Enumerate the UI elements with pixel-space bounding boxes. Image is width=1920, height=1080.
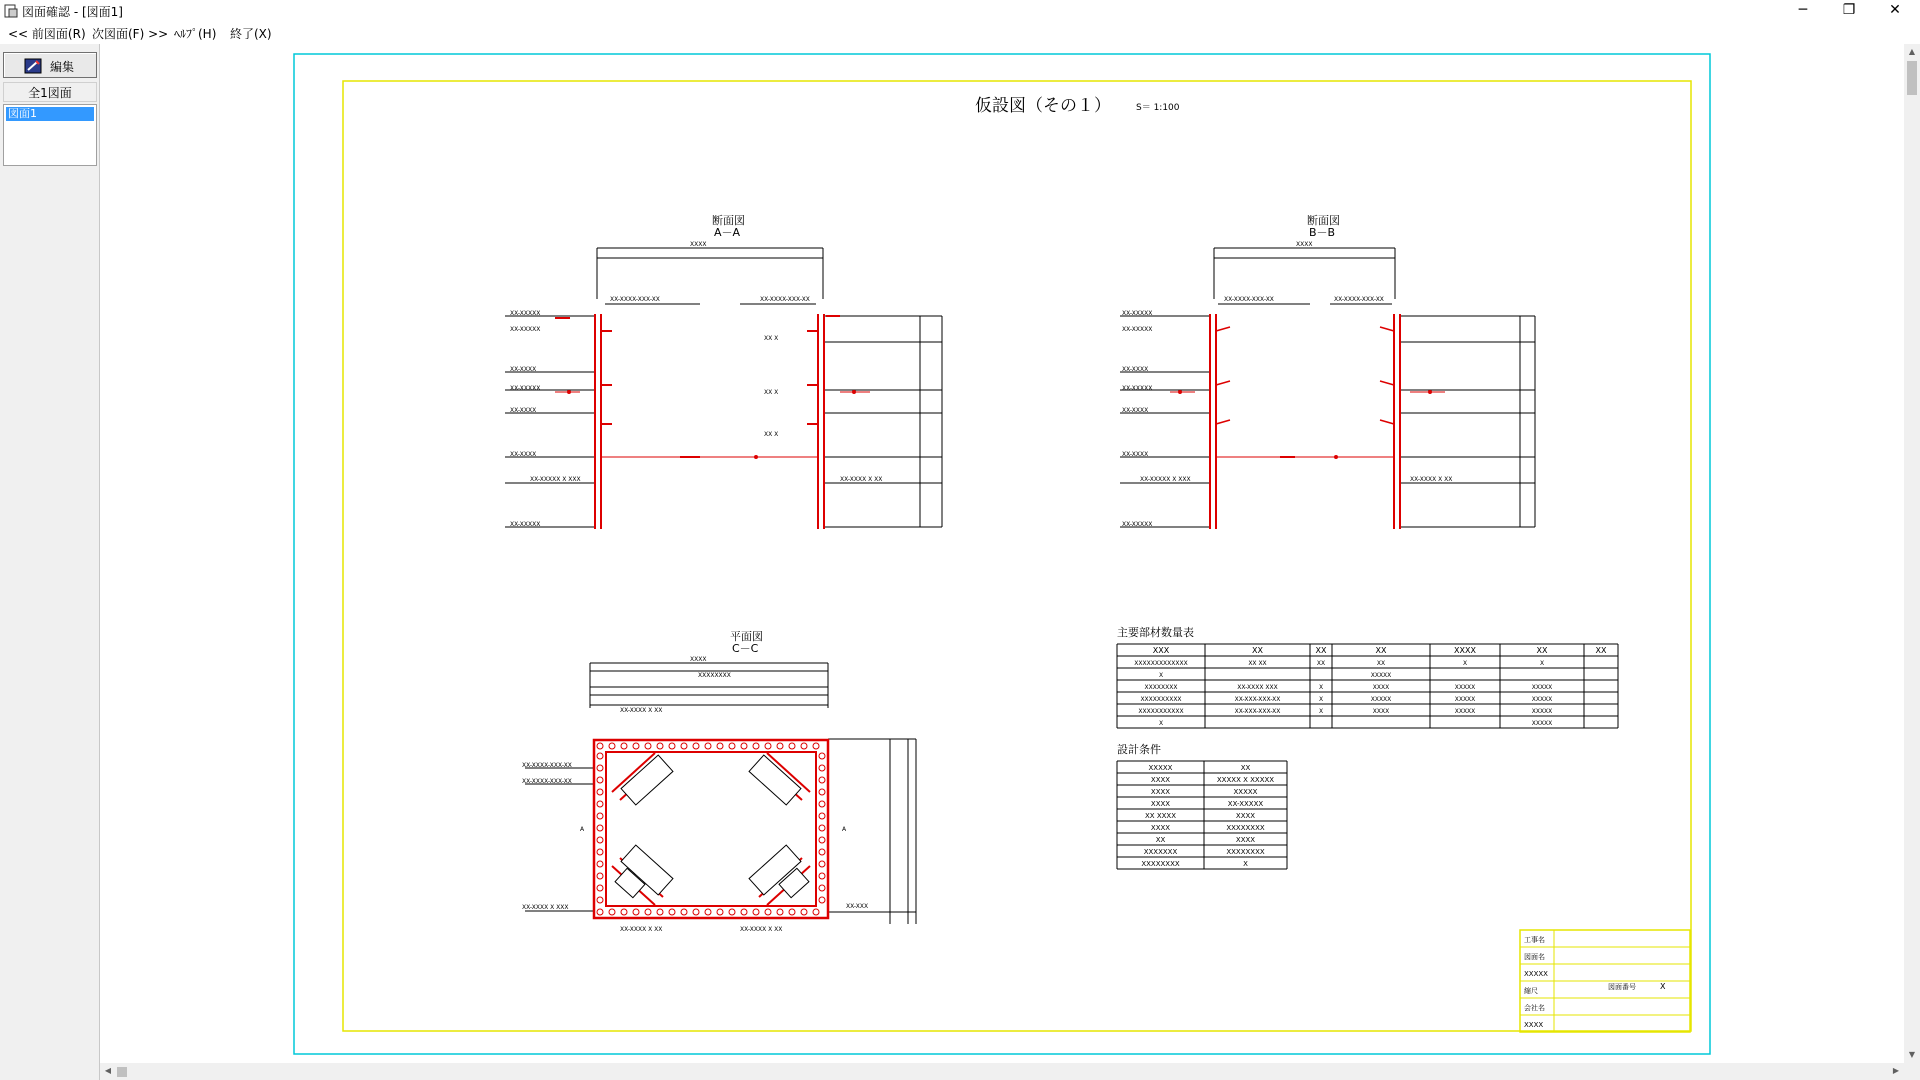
menu-exit[interactable]: 終了(X)	[230, 27, 272, 41]
title-block-label: XXXXX	[1524, 970, 1548, 978]
minimize-icon: ─	[1798, 2, 1808, 18]
svg-text:XXXX: XXXX	[690, 656, 707, 663]
quantity-table-cell: X	[1158, 720, 1164, 727]
drawing-title: 仮設図（その１）	[975, 96, 1111, 116]
design-conditions-title: 設計条件	[1117, 743, 1161, 756]
quantity-table-cell: XXXX	[1372, 708, 1390, 715]
title-block	[1520, 930, 1690, 1032]
quantity-table-cell: XX-XXX-XXX-XX	[1234, 696, 1281, 703]
quantity-table-header: XXX	[1152, 646, 1170, 655]
edit-button[interactable]	[3, 52, 97, 78]
svg-text:XX X: XX X	[764, 431, 779, 438]
restore-icon: ❐	[1842, 2, 1856, 18]
close-button[interactable]	[1872, 0, 1918, 22]
all-drawings-label[interactable]: 全1図面	[3, 82, 97, 102]
edit-icon	[24, 58, 42, 74]
minimize-button[interactable]	[1780, 0, 1826, 22]
drawing-number-label: 図面番号	[1608, 983, 1636, 991]
scrollbar-corner	[1904, 1063, 1920, 1080]
svg-text:XX-XXX: XX-XXX	[846, 903, 869, 910]
svg-text:XX-XXXX-XXX-XX: XX-XXXX-XXX-XX	[610, 296, 660, 303]
design-conditions-cell: XXXX	[1235, 812, 1256, 820]
quantity-table-cell: XXXXX	[1531, 708, 1553, 715]
window-title: 図面確認 - [図面1]	[22, 5, 123, 19]
quantity-table-cell: X	[1539, 660, 1545, 667]
design-conditions-cell: XX	[1240, 764, 1251, 772]
svg-text:XX-XXXX-XXX-XX: XX-XXXX-XXX-XX	[1224, 296, 1274, 303]
svg-text:XX-XXXX-XXX-XX: XX-XXXX-XXX-XX	[522, 762, 572, 769]
svg-text:XX-XXXX X XX: XX-XXXX X XX	[840, 476, 883, 483]
quantity-table-cell: XXXXX	[1454, 708, 1476, 715]
design-conditions-cell: XXXXX	[1233, 788, 1258, 796]
section-bb-label: B－B	[1309, 226, 1336, 239]
restore-button[interactable]	[1826, 0, 1872, 22]
quantity-table-header: XXXX	[1454, 646, 1476, 655]
svg-text:XX-XXXX X XX: XX-XXXX X XX	[620, 926, 663, 933]
quantity-table-cell: XX	[1376, 660, 1386, 667]
plan-cc-title: 平面図	[730, 630, 763, 643]
drawing-scale: S＝ 1:100	[1136, 103, 1180, 113]
quantity-table-cell: XXXX	[1372, 684, 1390, 691]
menu-bar	[0, 22, 1920, 42]
drawing-canvas[interactable]	[100, 44, 1904, 1063]
title-block-label: 会社名	[1524, 1004, 1545, 1012]
design-conditions-cell: XXXXX X XXXXX	[1216, 776, 1275, 784]
svg-text:XX-XXXX: XX-XXXX	[510, 407, 537, 414]
design-conditions-cell: XXXXXXXX	[1141, 860, 1180, 868]
section-a-a	[505, 213, 942, 529]
plan-cc-label: C－C	[732, 642, 759, 655]
svg-text:A: A	[842, 826, 847, 833]
horizontal-scroll-thumb[interactable]	[117, 1067, 127, 1077]
vertical-scrollbar[interactable]	[1904, 44, 1920, 1063]
svg-text:XX-XXXX X XX: XX-XXXX X XX	[740, 926, 783, 933]
drawing-list-item[interactable]: 図面1	[6, 107, 94, 121]
svg-text:XX-XXXXX: XX-XXXXX	[1122, 385, 1153, 392]
cad-drawing	[100, 44, 1904, 1063]
design-conditions-cell: XXXX	[1150, 788, 1171, 796]
svg-text:XX-XXXXX X XXX: XX-XXXXX X XXX	[1140, 476, 1191, 483]
design-conditions-cell: XXXX	[1150, 824, 1171, 832]
svg-text:XX-XXXX-XXX-XX: XX-XXXX-XXX-XX	[522, 778, 572, 785]
horizontal-scrollbar[interactable]	[100, 1063, 1904, 1080]
section-aa-label: A－A	[714, 226, 741, 239]
design-conditions-cell: XXXX	[1150, 800, 1171, 808]
title-block-label: 図面名	[1524, 953, 1545, 961]
scroll-right-icon[interactable]: ▶	[1892, 1066, 1900, 1075]
design-conditions-cell: XXXXXXXX	[1226, 848, 1265, 856]
svg-text:XXXX: XXXX	[1296, 241, 1313, 248]
quantity-table-cell: X	[1318, 684, 1324, 691]
quantity-table-cell: X	[1158, 672, 1164, 679]
quantity-table-header: XX	[1315, 646, 1327, 655]
quantity-table-cell: XX	[1316, 660, 1326, 667]
svg-text:XXXX: XXXX	[690, 241, 707, 248]
quantity-table-cell: XXXXX	[1531, 696, 1553, 703]
quantity-table-cell: XX-XXX-XXX-XX	[1234, 708, 1281, 715]
close-icon: ✕	[1889, 2, 1901, 18]
design-conditions-cell: XX XXXX	[1145, 812, 1176, 820]
svg-text:XX-XXXXX: XX-XXXXX	[1122, 310, 1153, 317]
quantity-table-cell: XX-XXXX XXX	[1237, 684, 1278, 691]
outer-frame	[294, 54, 1710, 1054]
title-bar	[0, 0, 1920, 22]
section-bb-title: 断面図	[1307, 214, 1340, 227]
svg-text:XX-XXXXX: XX-XXXXX	[1122, 521, 1153, 528]
svg-text:XX-XXXX: XX-XXXX	[510, 451, 537, 458]
quantity-table-title: 主要部材数量表	[1117, 626, 1194, 639]
quantity-table-cell: XXXXX	[1370, 672, 1392, 679]
svg-text:XXXXXXXX: XXXXXXXX	[698, 672, 731, 679]
scroll-left-icon[interactable]: ◀	[104, 1066, 112, 1075]
svg-text:XX-XXXXX: XX-XXXXX	[510, 385, 541, 392]
sidebar	[0, 44, 100, 1080]
svg-text:XX-XXXX X XX: XX-XXXX X XX	[620, 707, 663, 714]
design-conditions-cell: XXXXX	[1148, 764, 1173, 772]
svg-text:XX-XXXX: XX-XXXX	[1122, 407, 1149, 414]
quantity-table-header: XX	[1252, 646, 1263, 655]
design-conditions-cell: XXXXXXX	[1143, 848, 1178, 856]
svg-text:XX-XXXX X XXX: XX-XXXX X XXX	[522, 904, 569, 911]
quantity-table-cell: X	[1318, 696, 1324, 703]
title-block-label: 工事名	[1524, 936, 1545, 944]
menu-prev-drawing[interactable]: << 前図面(R)	[8, 27, 86, 41]
quantity-table-cell: X	[1462, 660, 1468, 667]
quantity-table-cell: XXXXXXXXXXX	[1138, 708, 1184, 715]
app-icon	[4, 4, 18, 18]
quantity-table-cell: XXXXX	[1454, 684, 1476, 691]
quantity-table-cell: XXXXX	[1531, 720, 1553, 727]
quantity-table-cell: XXXXXXXXXX	[1140, 696, 1182, 703]
design-conditions-table	[1117, 742, 1287, 869]
svg-text:XX-XXXXX: XX-XXXXX	[510, 521, 541, 528]
svg-text:XX-XXXX-XXX-XX: XX-XXXX-XXX-XX	[1334, 296, 1384, 303]
design-conditions-cell: XXXX	[1235, 836, 1256, 844]
inner-frame	[343, 81, 1691, 1031]
svg-text:XX-XXXX X XX: XX-XXXX X XX	[1410, 476, 1453, 483]
scroll-up-icon[interactable]: ▲	[1908, 47, 1916, 56]
title-block-label: 縮尺	[1524, 987, 1538, 995]
plan-c-c	[522, 630, 916, 933]
svg-text:XX-XXXX: XX-XXXX	[510, 366, 537, 373]
section-aa-title: 断面図	[712, 214, 745, 227]
design-conditions-cell: XX	[1155, 836, 1166, 844]
title-block-label: XXXX	[1524, 1021, 1544, 1029]
svg-text:XX X: XX X	[764, 389, 779, 396]
design-conditions-cell: X	[1243, 860, 1248, 868]
svg-text:XX-XXXXX: XX-XXXXX	[510, 326, 541, 333]
quantity-table-cell: X	[1318, 708, 1324, 715]
quantity-table-header: XX	[1595, 646, 1607, 655]
svg-text:A: A	[580, 826, 585, 833]
design-conditions-cell: XXXX	[1150, 776, 1171, 784]
quantity-table-cell: XXXXXXXX	[1144, 684, 1178, 691]
quantity-table-cell: XXXXXXXXXXXXX	[1134, 660, 1188, 667]
quantity-table-cell: XXXXX	[1454, 696, 1476, 703]
menu-help[interactable]: ﾍﾙﾌﾟ(H)	[174, 27, 217, 41]
svg-text:XX-XXXX: XX-XXXX	[1122, 366, 1149, 373]
svg-text:XX X: XX X	[764, 335, 779, 342]
menu-next-drawing[interactable]: 次図面(F) >>	[92, 27, 169, 41]
edit-label: 編集	[50, 60, 75, 74]
design-conditions-cell: XX-XXXXX	[1227, 800, 1264, 808]
svg-text:XX-XXXXX: XX-XXXXX	[1122, 326, 1153, 333]
svg-text:XX-XXXXX: XX-XXXXX	[510, 310, 541, 317]
quantity-table	[1117, 625, 1618, 728]
svg-text:XX-XXXX-XXX-XX: XX-XXXX-XXX-XX	[760, 296, 810, 303]
scroll-down-icon[interactable]: ▼	[1908, 1050, 1916, 1059]
svg-text:XX-XXXXX X XXX: XX-XXXXX X XXX	[530, 476, 581, 483]
svg-text:XX-XXXX: XX-XXXX	[1122, 451, 1149, 458]
vertical-scroll-thumb[interactable]	[1907, 61, 1917, 95]
drawing-list[interactable]	[3, 104, 97, 166]
design-conditions-cell: XXXXXXXX	[1226, 824, 1265, 832]
section-b-b	[1120, 213, 1535, 529]
quantity-table-header: XX	[1536, 646, 1548, 655]
quantity-table-cell: XXXXX	[1370, 696, 1392, 703]
quantity-table-header: XX	[1375, 646, 1387, 655]
quantity-table-cell: XX XX	[1248, 660, 1267, 667]
drawing-number-value: X	[1660, 982, 1666, 991]
quantity-table-cell: XXXXX	[1531, 684, 1553, 691]
